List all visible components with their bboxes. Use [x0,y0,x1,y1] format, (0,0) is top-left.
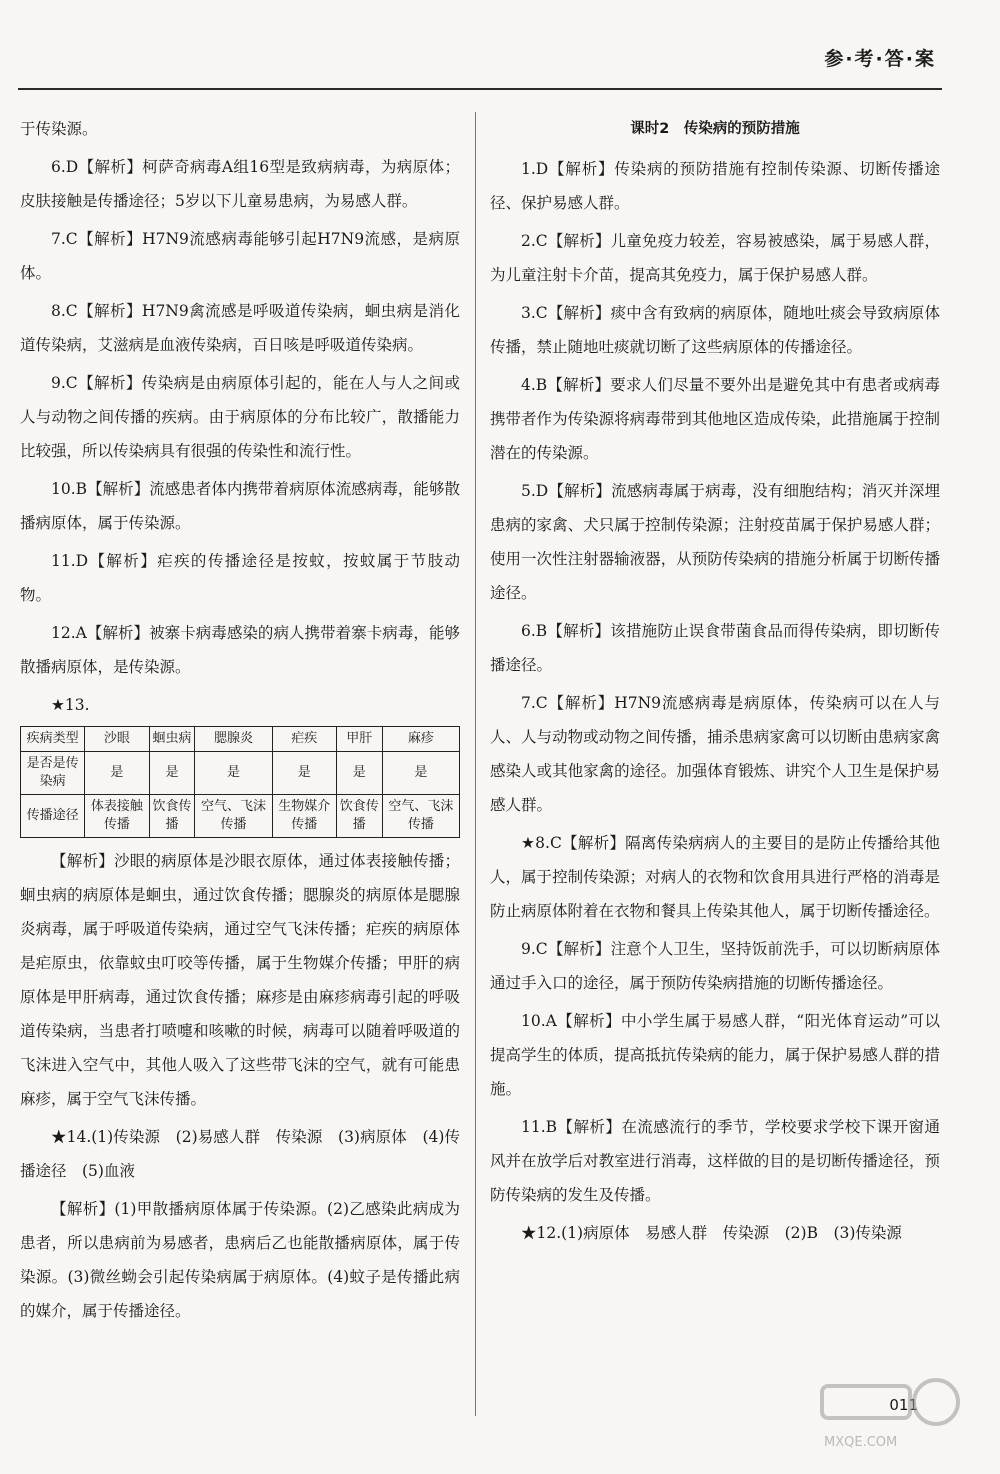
table-cell: 疾病类型 [21,727,85,752]
lesson-title: 课时2 传染病的预防措施 [630,121,800,137]
answer-paragraph: 7.C【解析】H7N9流感病毒是病原体，传染病可以在人与人、人与动物或动物之间传播，捕杀患病家禽可以切断由患病家禽感染人或其他家禽的途径。加强体育锻炼、讲究个人卫生是保护易感人群。 [490,694,940,814]
answer-paragraph: 2.C【解析】儿童免疫力较差，容易被感染，属于易感人群，为儿童注射卡介苗，提高其免疫力，属于保护易感人群。 [490,232,940,284]
table-cell: 蛔虫病 [149,727,195,752]
table-cell: 空气、飞沫传播 [382,795,459,838]
watermark-text: MXQE.COM [824,1435,898,1450]
table-cell: 传播途径 [21,795,85,838]
answer-paragraph: 【解析】沙眼的病原体是沙眼衣原体，通过体表接触传播；蛔虫病的病原体是蛔虫，通过饮食传播；腮腺炎的病原体是腮腺炎病毒，属于呼吸道传染病，通过空气飞沫传播；疟疾的病原体是疟原虫，依靠蚊虫叮咬等传播，属于生物媒介传播；甲肝的病原体是甲肝病毒，通过饮食传播；麻疹是由麻疹病毒引起的呼吸道传染病，当患者打喷嚏和咳嗽的时候，病毒可以随着呼吸道的飞沫进入空气中，其他人吸入了这些带飞沫的空气，就有可能患麻疹，属于空气飞沫传播。 [20,852,460,1108]
table-row [21,727,460,752]
table-cell: 腮腺炎 [195,727,272,752]
answer-paragraph: ★8.C【解析】隔离传染病病人的主要目的是防止传播给其他人，属于控制传染源；对病人的衣物和饮食用具进行严格的消毒是防止病原体附着在衣物和餐具上传染其他人，属于切断传播途径。 [490,834,940,920]
table-cell: 生物媒介传播 [272,795,336,838]
disease-table [20,726,460,838]
table-cell: 是 [195,752,272,795]
left-column [20,112,460,1332]
answer-paragraph: ★12.(1)病原体 易感人群 传染源 (2)B (3)传染源 [521,1224,902,1242]
header-rule [18,88,942,90]
answer-paragraph: 于传染源。 [20,120,98,138]
column-divider [475,112,476,1416]
table-cell: 甲肝 [336,727,382,752]
answer-paragraph: 11.D【解析】疟疾的传播途径是按蚊，按蚊属于节肢动物。 [20,552,460,604]
answer-paragraph: 7.C【解析】H7N9流感病毒能够引起H7N9流感，是病原体。 [20,230,460,282]
table-cell: 是否是传染病 [21,752,85,795]
answer-paragraph: 【解析】(1)甲散播病原体属于传染源。(2)乙感染此病成为患者，所以患病前为易感者，患病后乙也能散播病原体，属于传染源。(3)微丝蚴会引起传染病属于病原体。(4)蚊子是传播此病的媒介，属于传播途径。 [20,1200,460,1320]
table-row [21,752,460,795]
watermark-logo-icon [814,1372,964,1454]
answer-paragraph: 8.C【解析】H7N9禽流感是呼吸道传染病，蛔虫病是消化道传染病，艾滋病是血液传染病，百日咳是呼吸道传染病。 [20,302,460,354]
table-cell: 沙眼 [85,727,149,752]
table-cell: 是 [336,752,382,795]
table-cell: 饮食传播 [336,795,382,838]
answer-paragraph: 12.A【解析】被寨卡病毒感染的病人携带着寨卡病毒，能够散播病原体，是传染源。 [20,624,460,676]
answer-paragraph: 3.C【解析】痰中含有致病的病原体，随地吐痰会导致病原体传播，禁止随地吐痰就切断了这些病原体的传播途径。 [490,304,940,356]
answer-paragraph: 6.D【解析】柯萨奇病毒A组16型是致病病毒，为病原体；皮肤接触是传播途径；5岁以下儿童易患病，为易感人群。 [20,158,460,210]
table-cell: 是 [149,752,195,795]
answer-paragraph: 4.B【解析】要求人们尽量不要外出是避免其中有患者或病毒携带者作为传染源将病毒带到其他地区造成传染，此措施属于控制潜在的传染源。 [490,376,940,462]
table-cell: 体表接触传播 [85,795,149,838]
table-cell: 是 [272,752,336,795]
answer-paragraph: 11.B【解析】在流感流行的季节，学校要求学校下课开窗通风并在放学后对教室进行消毒，这样做的目的是切断传播途径，预防传染病的发生及传播。 [490,1118,940,1204]
answer-paragraph: 9.C【解析】传染病是由病原体引起的，能在人与人之间或人与动物之间传播的疾病。由于病原体的分布比较广，散播能力比较强，所以传染病具有很强的传染性和流行性。 [20,374,460,460]
table-cell: 空气、飞沫传播 [195,795,272,838]
table-cell: 是 [382,752,459,795]
table-cell: 疟疾 [272,727,336,752]
answer-paragraph: 6.B【解析】该措施防止误食带菌食品而得传染病，即切断传播途径。 [490,622,940,674]
answer-paragraph: 10.B【解析】流感患者体内携带着病原体流感病毒，能够散播病原体，属于传染源。 [20,480,460,532]
right-column [490,112,940,1254]
table-cell: 是 [85,752,149,795]
answer-paragraph: 1.D【解析】传染病的预防措施有控制传染源、切断传播途径、保护易感人群。 [490,160,940,212]
answer-paragraph: 10.A【解析】中小学生属于易感人群，“阳光体育运动”可以提高学生的体质，提高抵抗传染病的能力，属于保护易感人群的措施。 [490,1012,940,1098]
answer-paragraph: ★14.(1)传染源 (2)易感人群 传染源 (3)病原体 (4)传播途径 (5)血液 [20,1128,460,1180]
page-number: 011 [889,1396,918,1414]
answer-paragraph: 9.C【解析】注意个人卫生，坚持饭前洗手，可以切断病原体通过手入口的途径，属于预防传染病措施的切断传播途径。 [490,940,940,992]
table-cell: 饮食传播 [149,795,195,838]
running-header: 参·考·答·案 [824,48,936,70]
answer-paragraph: 5.D【解析】流感病毒属于病毒，没有细胞结构；消灭并深埋患病的家禽、犬只属于控制传染源；注射疫苗属于保护易感人群；使用一次性注射器输液器，从预防传染病的措施分析属于切断传播途径。 [490,482,940,602]
table-cell: 麻疹 [382,727,459,752]
table-row [21,795,460,838]
question-13-label: ★13. [51,696,90,714]
